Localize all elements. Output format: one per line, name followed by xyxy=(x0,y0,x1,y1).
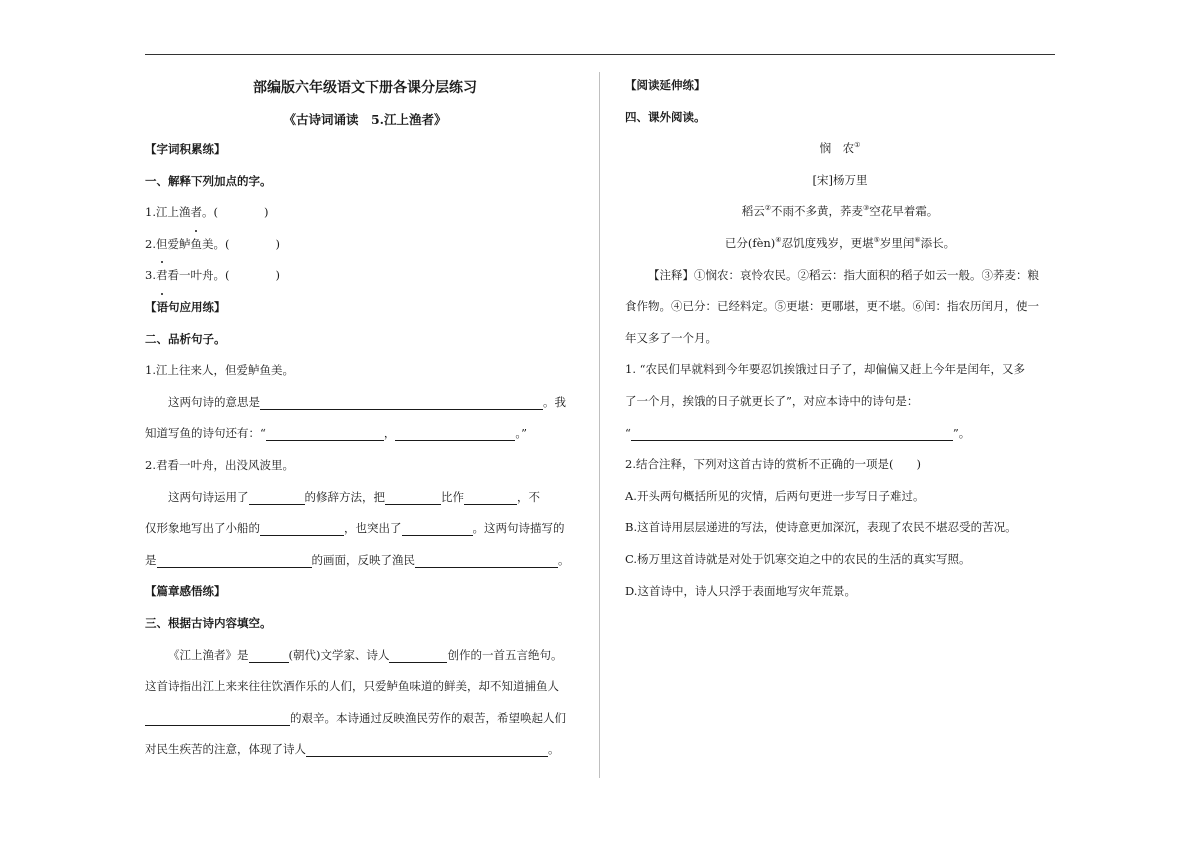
question-1-item-1 xyxy=(145,197,577,229)
header-rule xyxy=(145,54,1055,55)
answer-blank[interactable] xyxy=(260,395,543,410)
left-column xyxy=(145,70,577,766)
text: 这两句诗的意思是 xyxy=(168,394,260,409)
answer-blank[interactable] xyxy=(389,648,447,663)
question-2-item-1-fish-lines xyxy=(145,418,577,450)
question-2-item-2-answer-a xyxy=(145,482,577,514)
answer-blank[interactable] xyxy=(385,490,441,505)
dotted-char: 但 xyxy=(156,229,168,261)
section-heading-passage: 【篇章感悟练】 xyxy=(145,584,226,599)
question-2-item-2-answer-b xyxy=(145,513,577,545)
answer-blank[interactable] xyxy=(415,553,558,568)
text: ”。 xyxy=(952,425,971,440)
text: 1.江上渔 xyxy=(145,205,191,220)
reading-question-1-answer xyxy=(625,418,1055,450)
reading-question-1-line-2: 了一个月，挨饿的日子就更长了”，对应本诗中的诗句是： xyxy=(625,393,919,408)
page-subtitle: 《古诗词诵读 5.江上渔者》 xyxy=(283,112,447,127)
text: ，也突出了 xyxy=(344,521,402,536)
question-2-item-1: 1.江上往来人，但爱鲈鱼美。 xyxy=(145,363,294,378)
answer-blank[interactable] xyxy=(464,490,517,505)
section-heading-word: 【字词积累练】 xyxy=(145,142,226,156)
footnote-mark: ② xyxy=(764,204,771,213)
annotation-line-3: 年又多了一个月。 xyxy=(625,330,717,345)
text: “ xyxy=(625,425,631,440)
answer-blank[interactable] xyxy=(260,521,344,536)
text: 忍饥度残岁，更堪 xyxy=(781,235,874,250)
option-a[interactable]: A.开头两句概括所见的灾情，后两句更进一步写日子难过。 xyxy=(625,488,925,503)
text: 。 xyxy=(558,552,570,567)
answer-blank[interactable] xyxy=(145,711,290,726)
poem-line-2 xyxy=(625,228,1055,260)
text: 3. xyxy=(145,268,156,283)
question-3-line-2: 这首诗指出江上来来往往饮酒作乐的人们，只爱鲈鱼味道的鲜美，却不知道捕鱼人 xyxy=(145,679,559,694)
text: 空花早着霜。 xyxy=(869,204,939,219)
footnote-mark: ⑤ xyxy=(873,236,880,245)
question-3-heading: 三、根据古诗内容填空。 xyxy=(145,615,272,630)
reading-question-1-line-1: 1. “农民们早就料到今年要忍饥挨饿过日子了，却偏偏又赶上今年是闰年，又多 xyxy=(625,362,1026,377)
reading-question-2: 2.结合注释，下列对这首古诗的赏析不正确的一项是( ) xyxy=(625,457,921,472)
section-heading-reading: 【阅读延伸练】 xyxy=(625,78,706,92)
annotation-line-1: 【注释】①悯农：哀怜农民。②稻云：指大面积的稻子如云一般。③荞麦：粮 xyxy=(648,267,1039,282)
text: 悯 农 xyxy=(819,141,855,156)
dotted-char: 君 xyxy=(156,260,168,292)
answer-blank[interactable] xyxy=(395,426,515,441)
text: 岁里闰 xyxy=(879,235,915,250)
annotation-line-2: 食作物。④已分：已经料定。⑤更堪：更哪堪，更不堪。⑥闰：指农历闰月，使一 xyxy=(625,299,1039,314)
text: 这两句诗运用了 xyxy=(168,489,249,504)
footnote-mark: ③ xyxy=(863,204,870,213)
question-3-line-1 xyxy=(145,640,577,672)
text: 爱鲈鱼美。( ) xyxy=(167,236,280,251)
text: 看一叶舟。( ) xyxy=(167,268,280,283)
question-4-heading: 四、课外阅读。 xyxy=(625,109,706,124)
answer-blank[interactable] xyxy=(249,490,305,505)
text: 对民生疾苦的注意，体现了诗人 xyxy=(145,742,306,757)
footnote-mark: ④ xyxy=(775,236,782,245)
footnote-mark: ① xyxy=(854,141,861,150)
column-divider xyxy=(599,72,600,778)
option-b[interactable]: B.这首诗用层层递进的写法，使诗意更加深沉，表现了农民不堪忍受的苦况。 xyxy=(625,520,1017,535)
text: 。这两句诗描写的 xyxy=(472,521,565,536)
answer-blank[interactable] xyxy=(402,521,473,536)
text: 的画面，反映了渔民 xyxy=(311,552,415,567)
option-d[interactable]: D.这首诗中，诗人只浮于表面地写灾年荒景。 xyxy=(625,583,856,598)
text: (朝代)文学家、诗人 xyxy=(288,647,390,662)
text: 。( ) xyxy=(201,205,269,220)
text: 《江上渔者》是 xyxy=(168,647,249,662)
question-1-item-2 xyxy=(145,229,577,261)
poem-line-1 xyxy=(625,196,1055,228)
text: 仅形象地写出了小船的 xyxy=(145,521,260,536)
text: 的修辞方法，把 xyxy=(304,489,385,504)
text: 2. xyxy=(145,236,156,251)
text: 是 xyxy=(145,552,157,567)
option-c[interactable]: C.杨万里这首诗就是对处于饥寒交迫之中的农民的生活的真实写照。 xyxy=(625,551,971,566)
text: 。” xyxy=(515,426,528,441)
text: 。我 xyxy=(543,394,566,409)
text: 已分(fèn) xyxy=(724,235,776,250)
question-2-item-1-answer xyxy=(145,387,577,419)
question-2-heading: 二、品析句子。 xyxy=(145,331,226,346)
text: ， xyxy=(383,426,396,441)
question-1-heading: 一、解释下列加点的字。 xyxy=(145,173,272,188)
text: 的艰辛。本诗通过反映渔民劳作的艰苦，希望唤起人们 xyxy=(290,710,566,725)
answer-blank[interactable] xyxy=(631,426,953,441)
page-title: 部编版六年级语文下册各课分层练习 xyxy=(253,80,477,96)
question-2-item-2: 2.君看一叶舟，出没风波里。 xyxy=(145,457,294,472)
answer-blank[interactable] xyxy=(306,742,548,757)
text: 添长。 xyxy=(920,235,956,250)
text: 不雨不多黄，荞麦 xyxy=(771,204,863,219)
poem-author: [宋]杨万里 xyxy=(812,172,868,187)
question-2-item-2-answer-c xyxy=(145,545,577,577)
text: 创作的一首五言绝句。 xyxy=(447,647,563,662)
text: ，不 xyxy=(517,489,540,504)
answer-blank[interactable] xyxy=(249,648,289,663)
poem-title xyxy=(625,133,1055,165)
question-1-item-3 xyxy=(145,260,577,292)
section-heading-sentence: 【语句应用练】 xyxy=(145,299,226,314)
footnote-mark: ⑥ xyxy=(914,236,921,245)
answer-blank[interactable] xyxy=(157,553,312,568)
answer-blank[interactable] xyxy=(266,426,384,441)
text: 知道写鱼的诗句还有：“ xyxy=(145,426,266,441)
right-column xyxy=(625,70,1055,607)
question-3-line-3 xyxy=(145,703,577,735)
question-3-line-4 xyxy=(145,734,577,766)
text: 。 xyxy=(548,742,560,757)
text: 比作 xyxy=(441,489,464,504)
text: 稻云 xyxy=(741,204,765,219)
dotted-char: 者 xyxy=(190,197,202,229)
